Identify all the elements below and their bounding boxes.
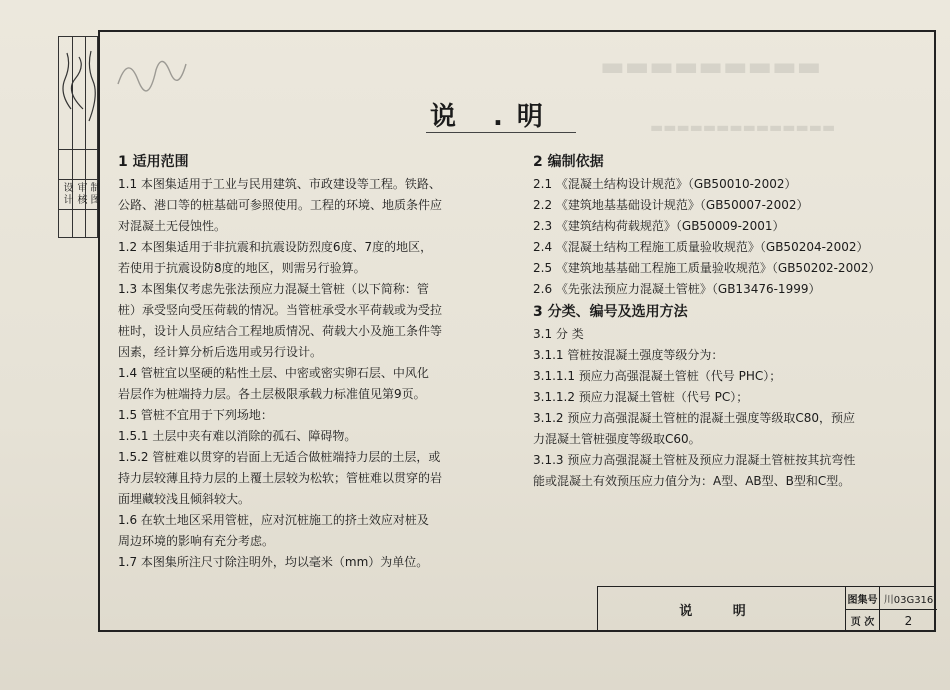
text-line: 1.5.1 土层中夹有难以消除的孤石、障碍物。 — [118, 429, 357, 443]
text-line: 1.5.2 管桩难以贯穿的岩面上无适合做桩端持力层的土层，或 — [118, 450, 441, 464]
title-block — [597, 586, 936, 632]
title-block-name: 说 明 — [598, 587, 846, 631]
text-line: 对混凝土无侵蚀性。 — [118, 219, 227, 233]
text-line: 1.7 本图集所注尺寸除注明外，均以毫米（mm）为单位。 — [118, 555, 429, 569]
text-line: 能或混凝土有效预压应力值分为：A型、AB型、B型和C型。 — [533, 474, 851, 488]
bleed-through-text: ▬▬▬▬▬▬▬▬▬▬▬▬▬▬ — [650, 120, 836, 136]
page-number-value: 2 — [904, 613, 913, 628]
text-line: 1.4 管桩宜以坚硬的粘性土层、中密或密实卵石层、中风化 — [118, 366, 429, 380]
signature-marks — [61, 43, 97, 143]
text-line: 3.1.1.1 预应力高强混凝土管桩（代号 PHC）； — [533, 369, 782, 383]
bleed-through-text: ▬▬▬▬▬▬▬▬▬ — [600, 52, 822, 82]
text-line: 3.1.2 预应力高强混凝土管桩的混凝土强度等级取C80，预应 — [533, 411, 855, 425]
text-line: 1.3 本图集仅考虑先张法预应力混凝土管桩（以下简称：管 — [118, 282, 429, 296]
text-line: 若使用于抗震设防8度的地区，则需另行验算。 — [118, 261, 366, 275]
strip-label-review: 审核 — [75, 182, 86, 206]
section-heading: 2 编制依据 — [533, 154, 604, 170]
left-column — [118, 150, 442, 573]
title-underline — [426, 132, 576, 133]
text-line: 3.1.1 管桩按混凝土强度等级分为： — [533, 348, 724, 362]
text-line: 桩时，设计人员应结合工程地质情况、荷载大小及施工条件等 — [118, 324, 443, 338]
page-number-label: 页 次 — [846, 610, 880, 631]
text-line: 2.2 《建筑地基基础设计规范》（GB50007-2002） — [533, 198, 809, 212]
text-line: 1.2 本图集适用于非抗震和抗震设防烈度6度、7度的地区， — [118, 240, 433, 254]
text-line: 1.6 在软土地区采用管桩，应对沉桩施工的挤土效应对桩及 — [118, 513, 429, 527]
text-line: 岩层作为桩端持力层。各土层极限承载力标准值见第9页。 — [118, 387, 426, 401]
text-line: 面埋藏较浅且倾斜较大。 — [118, 492, 251, 506]
section-heading: 3 分类、编号及选用方法 — [533, 304, 688, 320]
text-line: 因素，经计算分析后选用或另行设计。 — [118, 345, 323, 359]
section-heading: 1 适用范围 — [118, 154, 189, 170]
page-title: 说 .明 — [430, 102, 557, 132]
text-line: 公路、港口等的桩基础可参照使用。工程的环境、地质条件应 — [118, 198, 443, 212]
text-line: 3.1 分 类 — [533, 327, 584, 341]
text-line: 力混凝土管桩强度等级取C60。 — [533, 432, 701, 446]
text-line: 持力层较薄且持力层的上覆土层较为松软；管桩难以贯穿的岩 — [118, 471, 443, 485]
handwritten-signature — [110, 44, 200, 104]
right-column — [533, 150, 880, 492]
text-line: 1.1 本图集适用于工业与民用建筑、市政建设等工程。铁路、 — [118, 177, 441, 191]
strip-label-design: 设计 — [61, 182, 72, 206]
text-line: 周边环境的影响有充分考虑。 — [118, 534, 275, 548]
text-line: 2.3 《建筑结构荷载规范》（GB50009-2001） — [533, 219, 785, 233]
text-line: 1.5 管桩不宜用于下列场地： — [118, 408, 273, 422]
text-line: 3.1.3 预应力高强混凝土管桩及预应力混凝土管桩按其抗弯性 — [533, 453, 856, 467]
text-line: 2.5 《建筑地基基础工程施工质量验收规范》（GB50202-2002） — [533, 261, 881, 275]
atlas-number-label: 图集号 — [846, 587, 880, 610]
text-line: 3.1.1.2 预应力混凝土管桩（代号 PC）； — [533, 390, 749, 404]
text-line: 2.4 《混凝土结构工程施工质量验收规范》（GB50204-2002） — [533, 240, 869, 254]
atlas-number-value: 川03G316 — [880, 587, 937, 610]
text-line: 2.1 《混凝土结构设计规范》（GB50010-2002） — [533, 177, 797, 191]
approval-strip — [58, 36, 98, 238]
text-line: 桩）承受竖向受压荷载的情况。当管桩承受水平荷载或为受拉 — [118, 303, 443, 317]
text-line: 2.6 《先张法预应力混凝土管桩》（GB13476-1999） — [533, 282, 821, 296]
strip-label-drafting: 制图 — [88, 182, 99, 206]
